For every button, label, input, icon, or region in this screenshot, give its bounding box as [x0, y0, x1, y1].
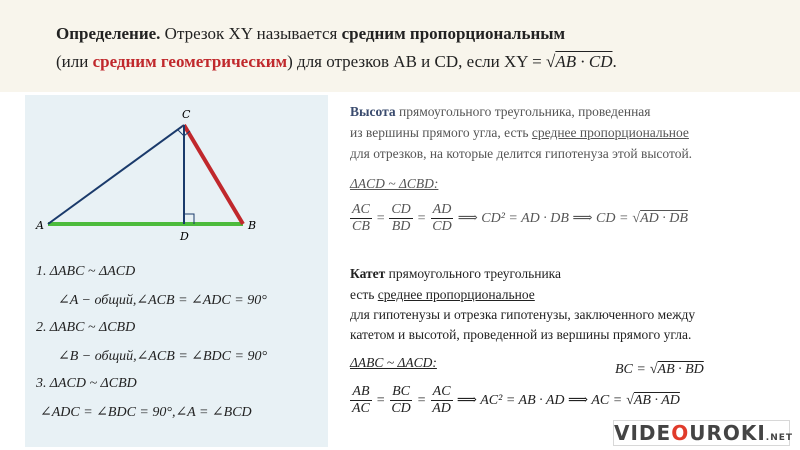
leg-similar: ΔABC ~ ΔACD: — [350, 355, 437, 370]
label-b: B — [248, 219, 257, 232]
frac-3: $\frac{AD}{CD}$ — [432, 202, 452, 234]
step-2-reason: ∠B − общий,∠ACB = ∠BDC = 90° — [58, 349, 268, 364]
height-formula: $\frac{AC}{CB}$ = $\frac{CD}{BD}$ = $\frac{AD}{CD}$ ⟹ CD² = AD · DB ⟹ CD = √AD · DB — [352, 202, 688, 234]
definition-text: Отрезок XY называется — [164, 24, 338, 43]
definition-end: . — [612, 52, 617, 71]
leg-ac — [48, 125, 184, 224]
leg-result: ⟹ AC² = AB · AD ⟹ AC = — [456, 393, 623, 408]
leg-frac-1: $\frac{AB}{AC}$ — [352, 384, 370, 416]
height-result-sqrt: AD · DB — [640, 210, 688, 226]
leg-line-2 — [350, 287, 535, 303]
leg-heading: Катет — [350, 266, 386, 281]
height-similar: ΔACD ~ ΔCBD: — [350, 176, 439, 191]
leg-frac-3: $\frac{AC}{AD}$ — [432, 384, 451, 416]
frac-1: $\frac{AC}{CB}$ — [352, 202, 370, 234]
height-line-2 — [350, 125, 689, 141]
definition-term: средним пропорциональным — [341, 24, 566, 43]
leg-formula: $\frac{AB}{AC}$ = $\frac{BC}{CD}$ = $\frac{AC}{AD}$ ⟹ AC² = AB · AD ⟹ AC = √AB · AD — [352, 384, 680, 416]
videouroki-logo: VIDEOUROKI.NET — [614, 421, 794, 445]
bc-sqrt: AB · BD — [657, 362, 704, 377]
leg-frac-2: $\frac{BC}{CD}$ — [391, 384, 411, 416]
step-1-reason: ∠A − общий,∠ACB = ∠ADC = 90° — [58, 293, 267, 308]
bc-formula: BC = √AB · BD — [615, 362, 704, 377]
leg-line-1 — [350, 266, 561, 282]
frac-2: $\frac{CD}{BD}$ — [391, 202, 411, 234]
step-3-reason: ∠ADC = ∠BDC = 90°,∠A = ∠BCD — [40, 405, 252, 420]
definition-paren: (или — [56, 52, 89, 71]
leg-text-1: прямоугольного треугольника — [388, 266, 562, 281]
height-line-3: для отрезков, на которые делится гипотенуза этой высотой. — [350, 146, 693, 161]
leg-text-2a: есть — [350, 287, 375, 302]
height-line-1 — [350, 104, 651, 120]
height-result: ⟹ CD² = AD · DB ⟹ CD = — [457, 211, 629, 226]
step-3: 3. ΔACD ~ ΔCBD — [36, 376, 137, 391]
definition-term-alt: средним геометрическим — [92, 52, 288, 71]
height-text-1: прямоугольного треугольника, проведенная — [399, 104, 651, 119]
leg-line-4: катетом и высотой, проведенной из вершины прямого угла. — [350, 327, 692, 342]
label-d: D — [180, 230, 189, 243]
leg-line-3: для гипотенузы и отрезка гипотенузы, заключенного между — [350, 307, 696, 322]
label-c: C — [182, 108, 191, 121]
definition-line-2: (или средним геометрическим) для отрезков AB и CD, если XY = √AB · CD. — [56, 52, 617, 71]
leg-text-2b: среднее пропорциональное — [377, 287, 535, 302]
definition-sqrt: AB · CD — [555, 52, 613, 71]
height-text-2a: из вершины прямого угла, есть — [350, 125, 529, 140]
leg-cb — [184, 125, 243, 224]
leg-result-sqrt: AB · AD — [633, 392, 680, 408]
height-heading: Высота — [350, 104, 396, 119]
label-a: A — [36, 219, 44, 232]
definition-label: Определение. — [56, 24, 161, 43]
step-1: 1. ΔABC ~ ΔACD — [36, 264, 136, 279]
step-2: 2. ΔABC ~ ΔCBD — [36, 320, 136, 335]
height-text-2b: среднее пропорциональное — [531, 125, 689, 140]
definition-text-2: ) для отрезков AB и CD, если XY = — [287, 52, 542, 71]
